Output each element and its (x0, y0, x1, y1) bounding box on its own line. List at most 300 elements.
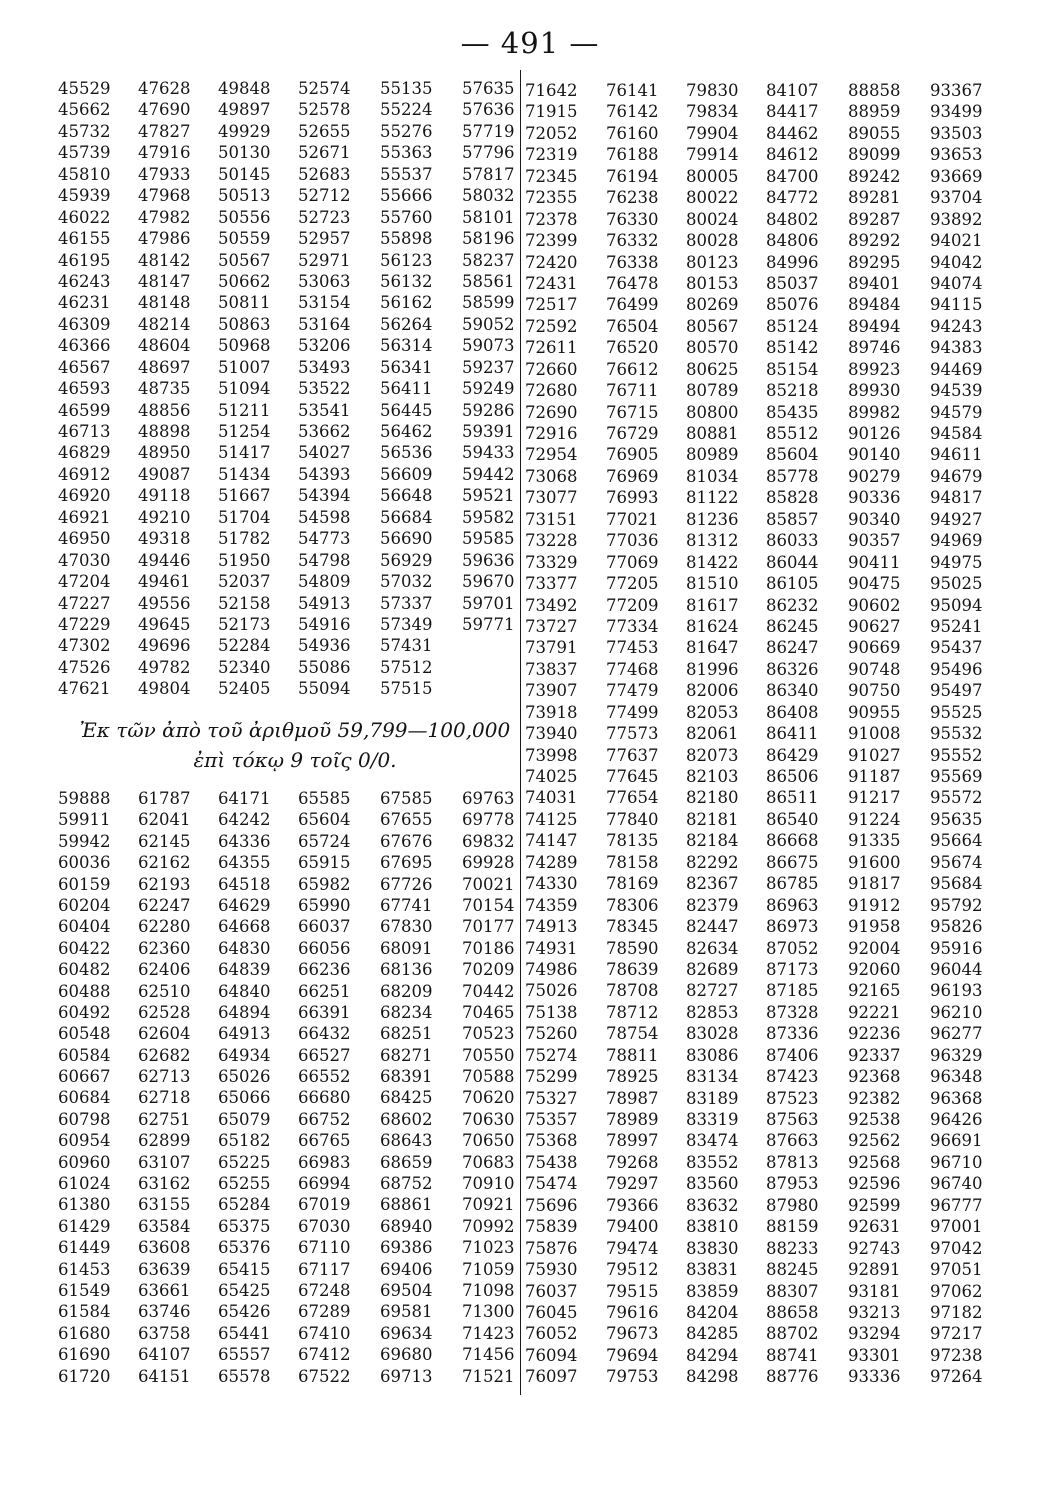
number-entry: 80022 (686, 188, 739, 208)
number-entry: 85435 (766, 402, 819, 422)
number-entry: 70523 (462, 1024, 515, 1044)
number-entry: 49556 (138, 593, 191, 613)
number-entry: 50567 (218, 250, 271, 270)
number-entry: 67030 (298, 1216, 351, 1236)
number-entry: 66983 (298, 1152, 351, 1172)
number-entry: 83552 (686, 1152, 739, 1172)
number-entry: 72355 (525, 188, 578, 208)
number-entry: 76729 (606, 424, 659, 443)
number-entry: 92631 (848, 1217, 901, 1237)
number-entry: 77036 (606, 531, 659, 551)
lower-columns-5 (380, 788, 433, 1387)
number-entry: 60954 (58, 1131, 111, 1151)
right-columns-4 (766, 80, 819, 1388)
number-entry: 64668 (218, 917, 271, 937)
number-entry: 65182 (218, 1131, 271, 1151)
number-entry: 54809 (298, 572, 351, 592)
number-entry: 47628 (138, 79, 191, 98)
number-entry: 59433 (462, 443, 515, 463)
number-entry: 55135 (380, 79, 433, 98)
number-entry: 47204 (58, 572, 111, 592)
number-entry: 93892 (930, 209, 983, 229)
number-entry: 83189 (686, 1088, 739, 1108)
number-entry: 65557 (218, 1345, 271, 1365)
number-entry: 80269 (686, 295, 739, 315)
number-entry: 54913 (298, 593, 351, 613)
number-entry: 79400 (606, 1217, 659, 1237)
number-entry: 94679 (930, 466, 983, 486)
number-entry: 96710 (930, 1152, 983, 1172)
number-entry: 45662 (58, 100, 111, 120)
number-entry: 86044 (766, 552, 819, 572)
number-entry: 52723 (298, 207, 351, 227)
number-entry: 96777 (930, 1195, 983, 1215)
number-entry: 73837 (525, 659, 578, 679)
number-entry: 70154 (462, 895, 515, 915)
number-entry: 49696 (138, 636, 191, 656)
number-entry: 77573 (606, 724, 659, 744)
number-entry: 94021 (930, 231, 983, 251)
number-entry: 79753 (606, 1367, 659, 1387)
number-entry: 82053 (686, 702, 739, 722)
number-entry: 72916 (525, 424, 578, 443)
number-entry: 71915 (525, 102, 578, 122)
number-entry: 51007 (218, 357, 271, 377)
number-entry: 71023 (462, 1238, 515, 1258)
number-entry: 82103 (686, 767, 739, 786)
number-entry: 73068 (525, 466, 578, 486)
number-entry: 65225 (218, 1152, 271, 1172)
number-entry: 78708 (606, 981, 659, 1001)
number-entry: 62713 (138, 1067, 191, 1087)
number-entry: 62145 (138, 831, 191, 851)
number-entry: 68136 (380, 960, 433, 980)
upper-columns-4 (298, 78, 351, 700)
number-entry: 76969 (606, 466, 659, 486)
number-entry: 67741 (380, 895, 433, 915)
number-entry: 49848 (218, 79, 271, 98)
number-entry: 46912 (58, 464, 111, 484)
number-entry: 68940 (380, 1216, 433, 1236)
number-entry: 92060 (848, 959, 901, 979)
number-entry: 91224 (848, 809, 901, 829)
number-entry: 48147 (138, 271, 191, 291)
number-entry: 55276 (380, 121, 433, 141)
number-entry: 95572 (930, 788, 983, 808)
number-entry: 90336 (848, 488, 901, 508)
number-entry: 93301 (848, 1345, 901, 1365)
number-entry: 81624 (686, 616, 739, 636)
number-entry: 92368 (848, 1067, 901, 1087)
section-note-line-1: Ἐκ τῶν ἀπὸ τοῦ ἀριθμοῦ 59,799—100,000 (79, 718, 511, 742)
number-entry: 59391 (462, 422, 515, 441)
number-entry: 92743 (848, 1238, 901, 1258)
number-entry: 75438 (525, 1152, 578, 1172)
number-entry: 55363 (380, 143, 433, 163)
number-entry: 65578 (218, 1366, 271, 1386)
number-entry: 83830 (686, 1238, 739, 1258)
number-entry: 77499 (606, 702, 659, 722)
number-entry: 61680 (58, 1323, 111, 1343)
number-entry: 56609 (380, 464, 433, 484)
number-entry: 80789 (686, 381, 739, 401)
number-entry: 85076 (766, 295, 819, 315)
number-entry: 74986 (525, 959, 578, 979)
number-entry: 91600 (848, 852, 901, 872)
number-entry: 74359 (525, 895, 578, 915)
number-entry: 74330 (525, 874, 578, 894)
number-entry: 49118 (138, 486, 191, 506)
number-entry: 81034 (686, 466, 739, 486)
number-entry: 69634 (380, 1323, 433, 1343)
number-entry: 97238 (930, 1345, 983, 1365)
number-entry: 64242 (218, 810, 271, 830)
number-entry: 89099 (848, 145, 901, 165)
number-entry: 75026 (525, 981, 578, 1001)
number-entry: 69581 (380, 1302, 433, 1322)
number-entry: 68209 (380, 981, 433, 1001)
number-entry: 46921 (58, 507, 111, 527)
number-entry: 76612 (606, 359, 659, 379)
number-entry: 59052 (462, 314, 515, 334)
number-entry: 87406 (766, 1045, 819, 1065)
number-entry: 54027 (298, 443, 351, 463)
number-entry: 86668 (766, 831, 819, 851)
number-entry: 81647 (686, 638, 739, 658)
number-entry: 47986 (138, 229, 191, 249)
number-entry: 60204 (58, 895, 111, 915)
number-entry: 62718 (138, 1088, 191, 1108)
number-entry: 67655 (380, 810, 433, 830)
number-entry: 63107 (138, 1152, 191, 1172)
number-entry: 53522 (298, 379, 351, 399)
number-entry: 46950 (58, 529, 111, 549)
number-entry: 80881 (686, 424, 739, 443)
number-entry: 89982 (848, 402, 901, 422)
number-entry: 72660 (525, 359, 578, 379)
number-entry: 77645 (606, 767, 659, 786)
number-entry: 68861 (380, 1195, 433, 1215)
number-entry: 52037 (218, 572, 271, 592)
number-entry: 75696 (525, 1195, 578, 1215)
number-entry: 64913 (218, 1024, 271, 1044)
number-entry: 51704 (218, 507, 271, 527)
number-entry: 76094 (525, 1345, 578, 1365)
number-entry: 59249 (462, 379, 515, 399)
number-entry: 65915 (298, 853, 351, 873)
number-entry: 71423 (462, 1323, 515, 1343)
number-entry: 52578 (298, 100, 351, 120)
number-entry: 76715 (606, 402, 659, 422)
number-entry: 82006 (686, 681, 739, 701)
number-entry: 52284 (218, 636, 271, 656)
number-entry: 96426 (930, 1110, 983, 1129)
number-entry: 65425 (218, 1280, 271, 1300)
number-entry: 49210 (138, 507, 191, 527)
number-entry: 78169 (606, 874, 659, 894)
number-entry: 61787 (138, 789, 191, 808)
upper-columns-3 (218, 78, 271, 700)
number-entry: 62162 (138, 853, 191, 873)
number-entry: 79297 (606, 1174, 659, 1194)
number-entry: 82689 (686, 959, 739, 979)
number-entry: 46243 (58, 271, 111, 291)
number-entry: 66037 (298, 917, 351, 937)
number-entry: 62247 (138, 895, 191, 915)
number-entry: 83134 (686, 1067, 739, 1087)
number-entry: 70992 (462, 1216, 515, 1236)
number-entry: 64839 (218, 960, 271, 980)
number-entry: 79366 (606, 1195, 659, 1215)
number-entry: 77205 (606, 574, 659, 594)
number-entry: 88307 (766, 1281, 819, 1301)
number-entry: 46599 (58, 400, 111, 420)
number-entry: 60422 (58, 938, 111, 958)
number-entry: 77069 (606, 552, 659, 572)
number-entry: 56690 (380, 529, 433, 549)
number-entry: 73727 (525, 616, 578, 636)
number-entry: 88245 (766, 1260, 819, 1280)
number-entry: 95792 (930, 895, 983, 915)
number-entry: 52712 (298, 186, 351, 206)
number-entry: 84996 (766, 252, 819, 272)
number-entry: 72420 (525, 252, 578, 272)
number-entry: 85142 (766, 338, 819, 358)
number-entry: 89484 (848, 295, 901, 315)
number-entry: 67248 (298, 1280, 351, 1300)
number-entry: 62280 (138, 917, 191, 937)
number-entry: 97062 (930, 1281, 983, 1301)
number-entry: 77468 (606, 659, 659, 679)
number-entry: 70442 (462, 981, 515, 1001)
number-entry: 56929 (380, 550, 433, 570)
number-entry: 61453 (58, 1259, 111, 1279)
number-entry: 69832 (462, 831, 515, 851)
number-entry: 49461 (138, 572, 191, 592)
number-entry: 79268 (606, 1152, 659, 1172)
number-entry: 67117 (298, 1259, 351, 1279)
number-entry: 59888 (58, 789, 111, 808)
number-entry: 76037 (525, 1281, 578, 1301)
number-entry: 89401 (848, 273, 901, 293)
number-entry: 94584 (930, 424, 983, 443)
number-entry: 76332 (606, 231, 659, 251)
number-entry: 78712 (606, 1002, 659, 1022)
number-entry: 96740 (930, 1174, 983, 1194)
number-entry: 71098 (462, 1280, 515, 1300)
number-entry: 60036 (58, 853, 111, 873)
number-entry: 92165 (848, 981, 901, 1001)
number-entry: 67726 (380, 874, 433, 894)
number-entry: 81236 (686, 509, 739, 529)
number-entry: 85124 (766, 316, 819, 336)
number-entry: 74931 (525, 938, 578, 958)
number-entry: 68425 (380, 1088, 433, 1108)
number-entry: 55094 (298, 679, 351, 699)
number-entry: 90411 (848, 552, 901, 572)
number-entry: 97182 (930, 1302, 983, 1322)
number-entry: 55760 (380, 207, 433, 227)
number-entry: 59521 (462, 486, 515, 506)
number-entry: 72431 (525, 273, 578, 293)
number-entry: 77654 (606, 788, 659, 808)
number-entry: 70630 (462, 1109, 515, 1129)
number-entry: 94969 (930, 531, 983, 551)
number-entry: 90357 (848, 531, 901, 551)
number-entry: 63758 (138, 1323, 191, 1343)
number-entry: 86105 (766, 574, 819, 594)
number-entry: 68234 (380, 1002, 433, 1022)
number-entry: 78306 (606, 895, 659, 915)
number-entry: 51434 (218, 464, 271, 484)
number-entry: 58101 (462, 207, 515, 227)
number-entry: 92891 (848, 1260, 901, 1280)
number-entry: 51782 (218, 529, 271, 549)
number-entry: 80567 (686, 316, 739, 336)
number-entry: 78639 (606, 959, 659, 979)
number-entry: 78590 (606, 938, 659, 958)
number-entry: 92236 (848, 1024, 901, 1044)
number-entry: 48148 (138, 293, 191, 313)
number-entry: 81422 (686, 552, 739, 572)
number-entry: 60492 (58, 1002, 111, 1022)
right-columns-3 (686, 80, 739, 1388)
number-entry: 65376 (218, 1238, 271, 1258)
number-entry: 77637 (606, 745, 659, 765)
number-entry: 68602 (380, 1109, 433, 1129)
number-entry: 95532 (930, 724, 983, 744)
number-entry: 62510 (138, 981, 191, 1001)
number-entry: 75299 (525, 1067, 578, 1087)
number-entry: 52173 (218, 614, 271, 634)
number-entry: 51094 (218, 379, 271, 399)
number-entry: 60488 (58, 981, 111, 1001)
number-entry: 65284 (218, 1195, 271, 1215)
number-entry: 53206 (298, 336, 351, 356)
number-entry: 77021 (606, 509, 659, 529)
number-entry: 46920 (58, 486, 111, 506)
number-entry: 76905 (606, 445, 659, 465)
number-entry: 73918 (525, 702, 578, 722)
number-entry: 89930 (848, 381, 901, 401)
number-entry: 69713 (380, 1366, 433, 1386)
number-entry: 55224 (380, 100, 433, 120)
number-entry: 59237 (462, 357, 515, 377)
number-entry: 86340 (766, 681, 819, 701)
number-entry: 89242 (848, 166, 901, 186)
number-entry: 47030 (58, 550, 111, 570)
page-number: — 491 — (460, 26, 600, 60)
number-entry: 56411 (380, 379, 433, 399)
number-entry: 82727 (686, 981, 739, 1001)
number-entry: 65585 (298, 789, 351, 808)
number-entry: 83632 (686, 1195, 739, 1215)
number-entry: 62528 (138, 1002, 191, 1022)
number-entry: 71521 (462, 1366, 515, 1386)
number-entry: 72592 (525, 316, 578, 336)
number-entry: 81617 (686, 595, 739, 615)
number-entry: 93181 (848, 1281, 901, 1301)
number-entry: 59286 (462, 400, 515, 420)
number-entry: 72378 (525, 209, 578, 229)
number-entry: 64840 (218, 981, 271, 1001)
number-entry: 85828 (766, 488, 819, 508)
number-entry: 46231 (58, 293, 111, 313)
number-entry: 93499 (930, 102, 983, 122)
number-entry: 91187 (848, 767, 901, 786)
number-entry: 49897 (218, 100, 271, 120)
number-entry: 86511 (766, 788, 819, 808)
number-entry: 59670 (462, 572, 515, 592)
number-entry: 93367 (930, 81, 983, 100)
number-entry: 75930 (525, 1260, 578, 1280)
number-entry: 94243 (930, 316, 983, 336)
number-entry: 73492 (525, 595, 578, 615)
number-entry: 92221 (848, 1002, 901, 1022)
number-entry: 66391 (298, 1002, 351, 1022)
number-entry: 61429 (58, 1216, 111, 1236)
number-entry: 93213 (848, 1302, 901, 1322)
number-entry: 45732 (58, 121, 111, 141)
number-entry: 84417 (766, 102, 819, 122)
number-entry: 93653 (930, 145, 983, 165)
number-entry: 91817 (848, 874, 901, 894)
number-entry: 77209 (606, 595, 659, 615)
number-entry: 95569 (930, 767, 983, 786)
number-entry: 95674 (930, 852, 983, 872)
number-entry: 72517 (525, 295, 578, 315)
number-entry: 70620 (462, 1088, 515, 1108)
number-entry: 66552 (298, 1067, 351, 1087)
number-entry: 96210 (930, 1002, 983, 1022)
number-entry: 57349 (380, 614, 433, 634)
lower-columns-1 (58, 788, 111, 1387)
number-entry: 50145 (218, 164, 271, 184)
number-entry: 68251 (380, 1024, 433, 1044)
number-entry: 80570 (686, 338, 739, 358)
number-entry: 87563 (766, 1110, 819, 1129)
number-entry: 62041 (138, 810, 191, 830)
number-entry: 45529 (58, 79, 111, 98)
number-entry: 84806 (766, 231, 819, 251)
number-entry: 73377 (525, 574, 578, 594)
number-entry: 79694 (606, 1345, 659, 1365)
number-entry: 45810 (58, 164, 111, 184)
number-entry: 83319 (686, 1110, 739, 1129)
number-entry: 81122 (686, 488, 739, 508)
number-entry: 84107 (766, 81, 819, 100)
number-entry: 47526 (58, 657, 111, 677)
number-entry: 52971 (298, 250, 351, 270)
number-entry: 89292 (848, 231, 901, 251)
number-entry: 70921 (462, 1195, 515, 1215)
number-entry: 83810 (686, 1217, 739, 1237)
number-entry: 79673 (606, 1324, 659, 1344)
number-entry: 49087 (138, 464, 191, 484)
number-entry: 65026 (218, 1067, 271, 1087)
number-entry: 88858 (848, 81, 901, 100)
number-entry: 84285 (686, 1324, 739, 1344)
number-entry: 84204 (686, 1302, 739, 1322)
number-entry: 78135 (606, 831, 659, 851)
number-entry: 63661 (138, 1280, 191, 1300)
number-entry: 74913 (525, 917, 578, 937)
number-entry: 47982 (138, 207, 191, 227)
number-entry: 64629 (218, 895, 271, 915)
section-note-line-2: ἐπὶ τόκῳ 9 τοῖς 0/0. (193, 748, 397, 772)
number-entry: 67522 (298, 1366, 351, 1386)
number-entry: 76045 (525, 1302, 578, 1322)
